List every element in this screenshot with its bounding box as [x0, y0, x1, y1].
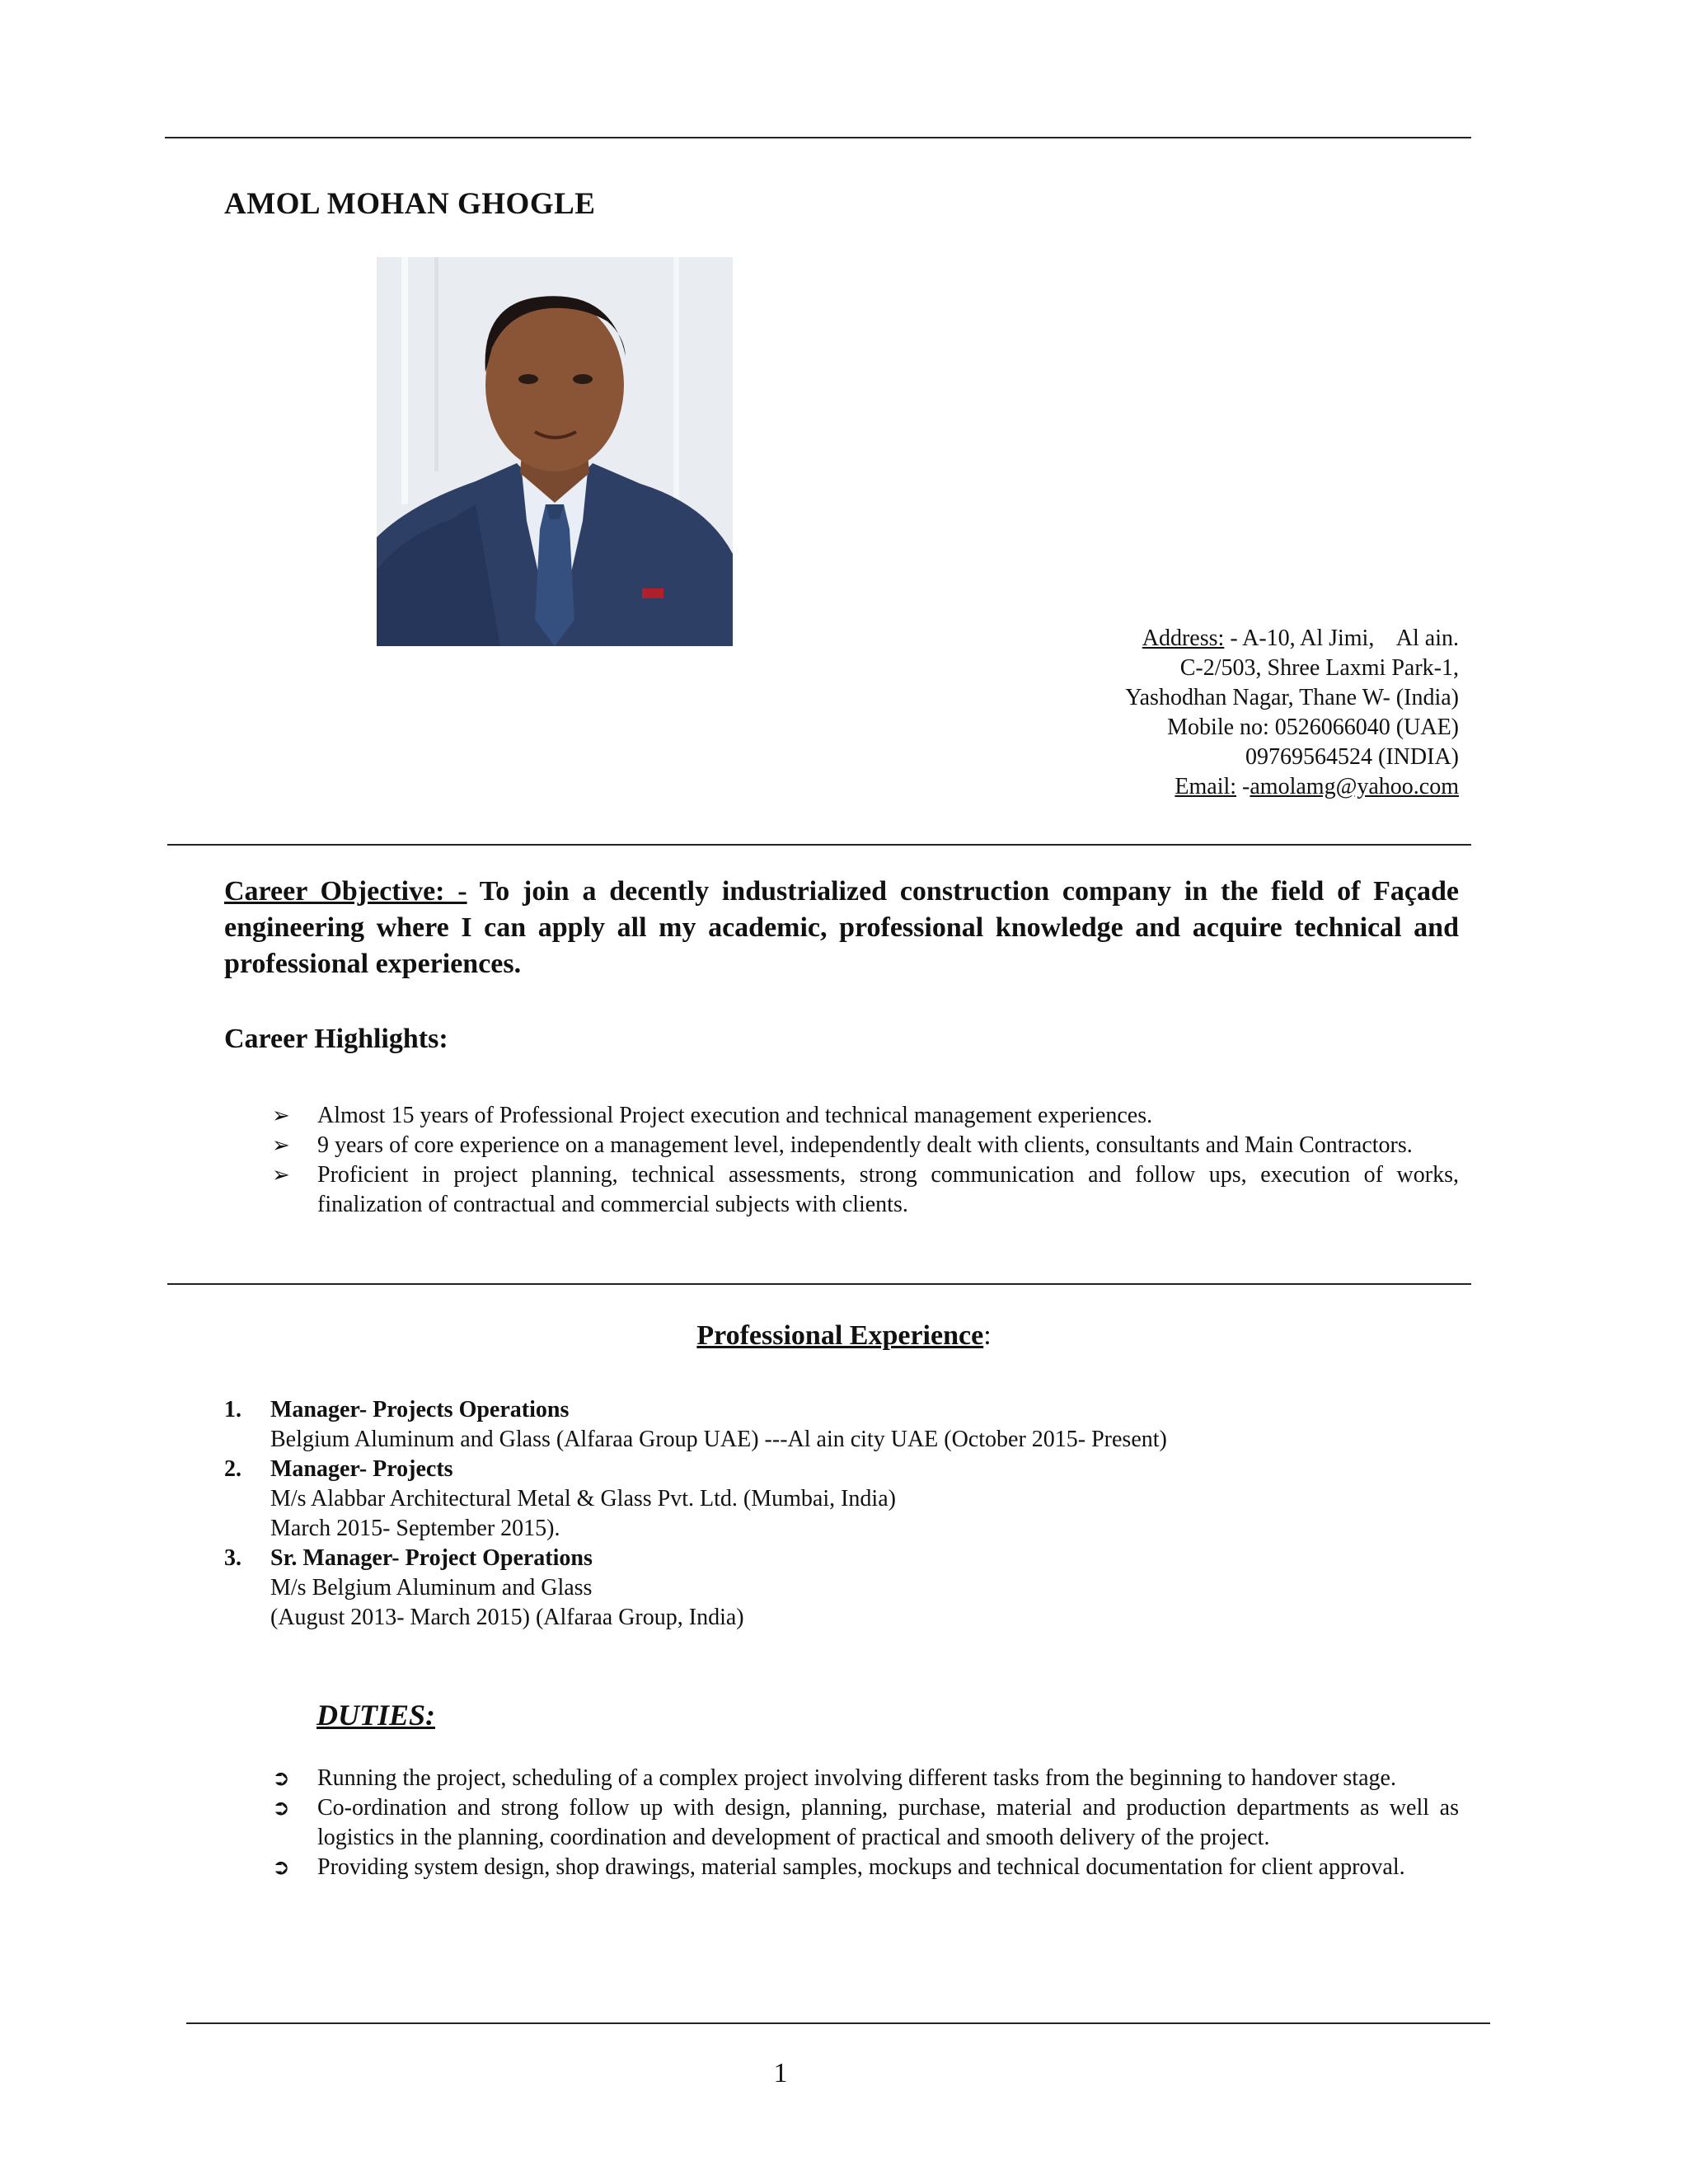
item-number: 3. [224, 1545, 241, 1571]
list-item: ➲ Running the project, scheduling of a complex project involving different tasks from the beginning to handover stage. [264, 1764, 1459, 1793]
candidate-name: AMOL MOHAN GHOGLE [224, 187, 596, 221]
list-item: ➲ Co-ordination and strong follow up with design, planning, purchase, material and production departments as well as logistics in the planning, coordination and development of practical and smooth delivery of the project. [272, 1795, 1459, 1850]
experience-list [224, 1395, 1461, 1633]
job-company: M/s Alabbar Architectural Metal & Glass Pvt. Ltd. (Mumbai, India) [270, 1486, 896, 1511]
page-number: 1 [773, 2058, 788, 2088]
career-objective-text: To join a decently industrialized construction company in the field of Façade engineering where I can apply all my academic, professional knowledge and acquire technical and professional experiences. [224, 876, 1460, 979]
email-label: Email: [1175, 774, 1237, 799]
address-line-2: C-2/503, Shree Laxmi Park-1, [1179, 655, 1459, 681]
list-item: ➢ Proficient in project planning, technical assessments, strong communication and follow ups, execution of works, finalization of contractual and commercial subjects with clients. [272, 1162, 1459, 1217]
address-label: Address: [1142, 626, 1225, 651]
footer-divider [186, 2022, 1490, 2024]
career-objective [224, 874, 1459, 982]
job-company: M/s Belgium Aluminum and Glass [270, 1575, 593, 1601]
contact-block [907, 624, 1459, 802]
arrow-bullet-icon: ➲ [272, 1796, 290, 1821]
career-highlights-list [264, 1101, 1459, 1220]
top-divider [165, 137, 1471, 138]
arrow-bullet-icon: ➲ [272, 1855, 290, 1880]
job-dates: (August 2013- March 2015) (Alfaraa Group, India) [270, 1605, 744, 1630]
arrowhead-bullet-icon: ➢ [272, 1104, 290, 1128]
career-objective-label: Career Objective: - [224, 876, 467, 907]
job-dates: March 2015- September 2015). [270, 1516, 560, 1541]
address-line-1 [907, 624, 1459, 654]
mobile-uae: Mobile no: 0526066040 (UAE) [1167, 715, 1459, 740]
list-item [224, 1544, 1461, 1633]
job-company: Belgium Aluminum and Glass (Alfaraa Group UAE) ---Al ain city UAE (October 2015- Present) [270, 1427, 1167, 1452]
mobile-india: 09769564524 (INDIA) [1245, 744, 1459, 770]
arrow-bullet-icon: ➲ [272, 1766, 290, 1791]
list-item: ➢ 9 years of core experience on a management level, independently dealt with clients, consultants and Main Contractors. [264, 1131, 1459, 1160]
profile-photo-illustration [377, 257, 733, 646]
profile-photo [377, 257, 733, 646]
list-item [224, 1455, 1461, 1544]
list-item [224, 1395, 1461, 1455]
job-role: Manager- Projects Operations [270, 1397, 570, 1422]
job-role: Sr. Manager- Project Operations [270, 1545, 593, 1571]
job-role: Manager- Projects [270, 1456, 453, 1482]
address-text: - A-10, Al Jimi, Al ain. [1224, 626, 1459, 651]
career-highlights-title: Career Highlights: [224, 1024, 448, 1054]
address-line-3: Yashodhan Nagar, Thane W- (India) [1125, 685, 1459, 710]
arrowhead-bullet-icon: ➢ [272, 1133, 290, 1158]
item-number: 2. [224, 1456, 241, 1482]
highlights-divider [167, 1283, 1471, 1285]
duties-title: DUTIES: [316, 1699, 436, 1732]
list-item: ➢ Almost 15 years of Professional Project execution and technical management experiences. [264, 1101, 1459, 1131]
contact-divider [167, 844, 1471, 846]
list-item: ➲ Providing system design, shop drawings, material samples, mockups and technical documentation for client approval. [264, 1853, 1459, 1882]
email-link[interactable]: amolamg@yahoo.com [1250, 774, 1459, 799]
arrowhead-bullet-icon: ➢ [272, 1163, 290, 1188]
email-line [907, 772, 1459, 802]
item-number: 1. [224, 1397, 241, 1422]
professional-experience-title: Professional Experience: [696, 1320, 992, 1351]
duties-list [264, 1764, 1459, 1882]
email-prefix: - [1236, 774, 1250, 799]
